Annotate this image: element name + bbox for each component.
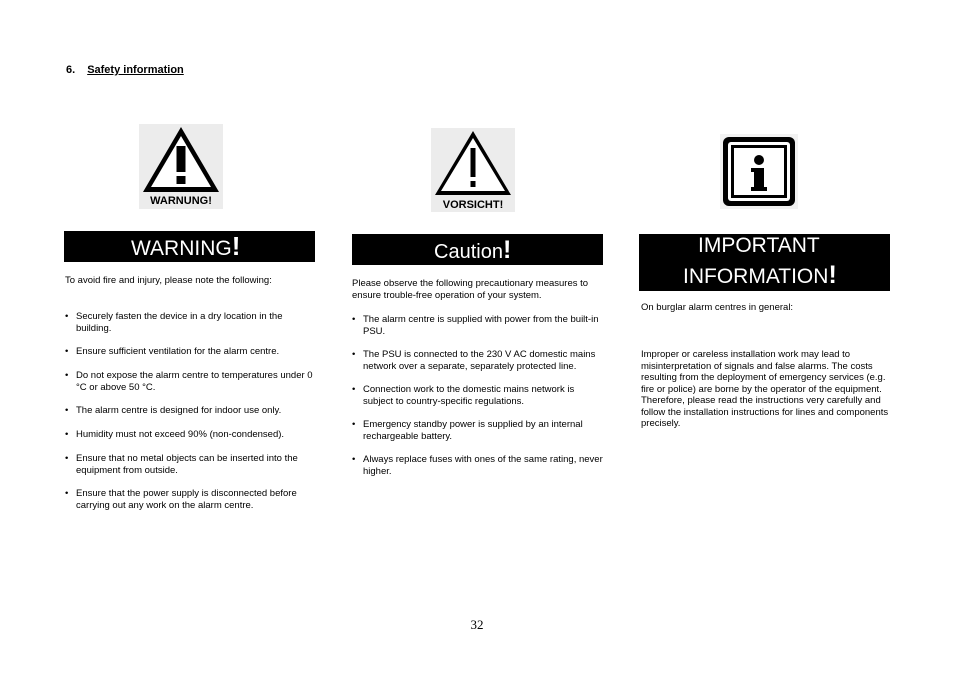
important-banner-mark: ! [828, 261, 837, 289]
section-heading [66, 64, 184, 76]
important-paragraph: Improper or careless installation work may lead to misinterpretation of signals and false alarms. The costs resulting from the deployment of emergency services (e.g. fire or police) are borne by the operator of the equipment. Therefore, please read the instructions very carefully and follow the installation instructions for lines and components precisely. [641, 349, 889, 429]
warning-sign-label: WARNUNG! [150, 195, 212, 207]
section-number: 6. [66, 64, 76, 76]
warning-banner [64, 231, 315, 262]
important-banner [639, 234, 890, 291]
list-item: • Emergency standby power is supplied by an internal rechargeable battery. [352, 419, 604, 442]
caution-sign-icon [431, 128, 515, 212]
caution-banner-mark: ! [502, 236, 512, 264]
list-item: • Do not expose the alarm centre to temperatures under 0 °C or above 50 °C. [65, 370, 317, 393]
page-number: 32 [470, 617, 484, 632]
list-item: • Always replace fuses with ones of the same rating, never higher. [352, 454, 604, 477]
warning-banner-mark: ! [231, 231, 241, 261]
caution-intro: Please observe the following precautionary measures to ensure trouble-free operation of your system. [352, 278, 589, 301]
warning-sign-icon [139, 124, 223, 209]
warning-banner-text: WARNING [131, 237, 232, 260]
caution-banner [352, 234, 603, 265]
important-intro: On burglar alarm centres in general: [641, 302, 794, 313]
warning-bullet-list [65, 311, 317, 511]
list-item: • The PSU is connected to the 230 V AC domestic mains network over a separate, separately protected line. [352, 349, 604, 372]
section-title: Safety information [87, 64, 184, 76]
list-item: • Ensure that no metal objects can be inserted into the equipment from outside. [65, 453, 317, 476]
list-item: • Ensure that the power supply is disconnected before carrying out any work on the alarm centre. [65, 488, 317, 511]
info-sign-icon [720, 134, 798, 209]
list-item: • Securely fasten the device in a dry location in the building. [65, 311, 317, 334]
caution-bullet-list [352, 314, 604, 477]
list-item: • Ensure sufficient ventilation for the alarm centre. [65, 346, 317, 358]
important-banner-line2-wrap [683, 261, 837, 293]
warning-intro: To avoid fire and injury, please note the following: [65, 275, 272, 286]
list-item: • The alarm centre is supplied with power from the built-in PSU. [352, 314, 604, 337]
list-item: • Humidity must not exceed 90% (non-condensed). [65, 429, 317, 441]
list-item: • Connection work to the domestic mains network is subject to country-specific regulations. [352, 384, 604, 407]
caution-sign-label: VORSICHT! [442, 199, 504, 211]
important-banner-line2: INFORMATION [683, 265, 829, 288]
caution-banner-text: Caution [434, 241, 503, 263]
list-item: • The alarm centre is designed for indoor use only. [65, 405, 317, 417]
important-banner-line1: IMPORTANT [698, 234, 820, 257]
